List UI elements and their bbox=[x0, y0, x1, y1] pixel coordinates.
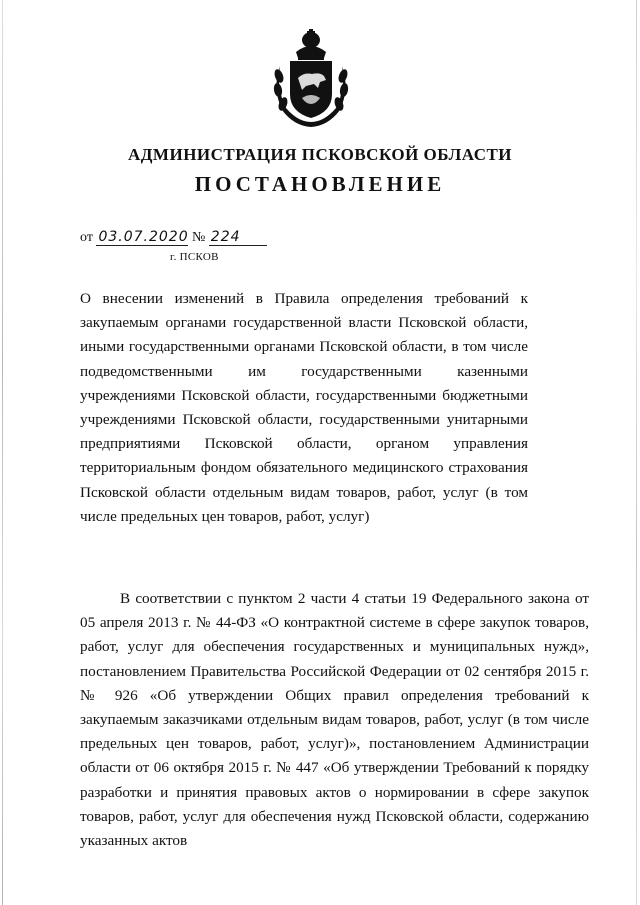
document-subject: О внесении изменений в Правила определения требований к закупаемым органами государственной власти Псковской области, иными государственными органами Псковской области, в том числе подведомственными им государственными казенными учреждениями Псковской области, государственными бюджетными учреждениями Псковской области, государственными унитарными предприятиями Псковской области, органом управления территориальным фондом обязательного медицинского страхования Псковской области отдельным видам товаров, работ, услуг (в том числе предельных цен товаров, работ, услуг) bbox=[80, 290, 528, 525]
number-sign: № bbox=[191, 230, 206, 245]
coat-of-arms-icon bbox=[266, 28, 356, 128]
scan-edge-right bbox=[636, 0, 637, 905]
document-type: ПОСТАНОВЛЕНИЕ bbox=[194, 172, 446, 196]
date-prefix: от bbox=[80, 230, 93, 245]
document-body: В соответствии с пунктом 2 части 4 статьи 19 Федерального закона от 05 апреля 2013 г. № 44-ФЗ «О контрактной системе в сфере закупок товаров, работ, услуг для обеспечения государственных и муниципальных нужд», постановлением Правительства Российской Федерации от 02 сентября 2015 г. № 926 «Об утверждении Общих правил определения требований к закупаемым заказчиками отдельным видам товаров, работ, услуг (в том числе предельных цен товаров, работ, услуг)», постановлением Администрации области от 06 октября 2015 г. № 447 «Об утверждении Требований к порядку разработки и принятия правовых актов о нормировании в сфере закупок товаров, работ, услуг для обеспечения нужд Псковской области, содержанию указанных актов bbox=[80, 590, 589, 850]
document-number: 224 bbox=[209, 229, 267, 246]
organization-title: АДМИНИСТРАЦИЯ ПСКОВСКОЙ ОБЛАСТИ bbox=[127, 145, 513, 164]
city-label: г. ПСКОВ bbox=[170, 251, 219, 263]
scan-edge-left bbox=[2, 0, 3, 905]
date-number-line bbox=[80, 229, 267, 246]
document-date: 03.07.2020 bbox=[98, 229, 189, 245]
